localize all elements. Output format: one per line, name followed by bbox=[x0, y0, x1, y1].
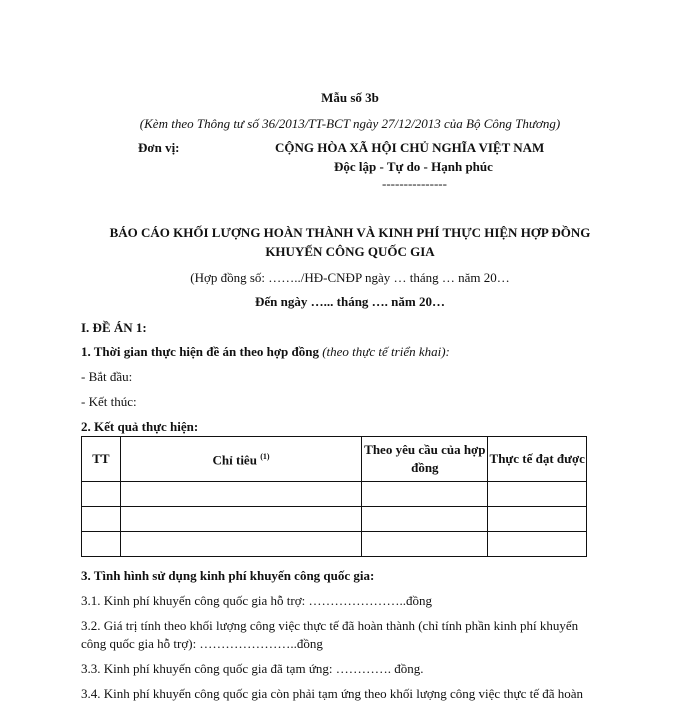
unit-label: Đơn vị: bbox=[138, 140, 180, 155]
item-3: 3. Tình hình sử dụng kinh phí khuyến công quốc gia: bbox=[81, 568, 375, 583]
legal-basis-note: (Kèm theo Thông tư số 36/2013/TT-BCT ngày 27/12/2013 của Bộ Công Thương) bbox=[139, 116, 561, 131]
table-cell[interactable] bbox=[120, 532, 361, 557]
item-1 bbox=[81, 344, 450, 360]
results-table bbox=[81, 436, 587, 557]
header-actual-result: Thực tế đạt được bbox=[488, 437, 587, 482]
table-cell[interactable] bbox=[82, 507, 121, 532]
header-chi-tieu-label: Chỉ tiêu bbox=[212, 452, 257, 468]
start-line: - Bắt đầu: bbox=[81, 369, 133, 384]
form-number: Mẫu số 3b bbox=[321, 90, 379, 105]
end-line: - Kết thúc: bbox=[81, 394, 137, 409]
item-3-2-line1: 3.2. Giá trị tính theo khối lượng công việc thực tế đã hoàn thành (chỉ tính phần kinh phí khuyến bbox=[81, 618, 579, 633]
header-tt: TT bbox=[82, 437, 121, 482]
item-3-2-line2: công quốc gia hỗ trợ): …………………..đồng bbox=[81, 636, 323, 651]
table-header-row bbox=[82, 437, 587, 482]
report-title-line1: BÁO CÁO KHỐI LƯỢNG HOÀN THÀNH VÀ KINH PHÍ THỰC HIỆN HỢP ĐỒNG bbox=[109, 225, 591, 240]
table-cell[interactable] bbox=[120, 482, 361, 507]
table-cell[interactable] bbox=[362, 482, 488, 507]
header-chi-tieu bbox=[120, 437, 361, 482]
item-2: 2. Kết quả thực hiện: bbox=[81, 419, 199, 434]
motto-divider: --------------- bbox=[382, 176, 447, 191]
item-1-label: 1. Thời gian thực hiện đề án theo hợp đồng bbox=[81, 344, 323, 359]
nation-title: CỘNG HÒA XÃ HỘI CHỦ NGHĨA VIỆT NAM bbox=[275, 140, 545, 155]
contract-reference: (Hợp đồng số: ……../HĐ-CNĐP ngày … tháng … năm 20… bbox=[190, 270, 510, 285]
header-contract-requirement: Theo yêu cầu của hợp đồng bbox=[362, 437, 488, 482]
table-cell[interactable] bbox=[362, 532, 488, 557]
table-cell[interactable] bbox=[362, 507, 488, 532]
item-3-1: 3.1. Kinh phí khuyến công quốc gia hỗ trợ: …………………..đồng bbox=[81, 593, 432, 608]
item-3-3: 3.3. Kinh phí khuyến công quốc gia đã tạm ứng: …………. đồng. bbox=[81, 661, 424, 676]
table-cell[interactable] bbox=[488, 482, 587, 507]
item-3-4: 3.4. Kinh phí khuyến công quốc gia còn phải tạm ứng theo khối lượng công việc thực tế đã hoàn bbox=[81, 686, 584, 701]
national-motto: Độc lập - Tự do - Hạnh phúc bbox=[334, 159, 493, 174]
table-cell[interactable] bbox=[82, 482, 121, 507]
footnote-marker: (1) bbox=[260, 452, 270, 462]
table-row bbox=[82, 482, 587, 507]
table-cell[interactable] bbox=[488, 507, 587, 532]
table-cell[interactable] bbox=[488, 532, 587, 557]
table-row bbox=[82, 507, 587, 532]
report-until-date: Đến ngày …... tháng …. năm 20… bbox=[255, 294, 445, 309]
table-cell[interactable] bbox=[82, 532, 121, 557]
item-1-note: (theo thực tế triển khai): bbox=[322, 344, 450, 359]
report-title-line2: KHUYẾN CÔNG QUỐC GIA bbox=[265, 244, 435, 259]
table-row bbox=[82, 532, 587, 557]
table-cell[interactable] bbox=[120, 507, 361, 532]
section-heading: I. ĐỀ ÁN 1: bbox=[81, 320, 147, 335]
